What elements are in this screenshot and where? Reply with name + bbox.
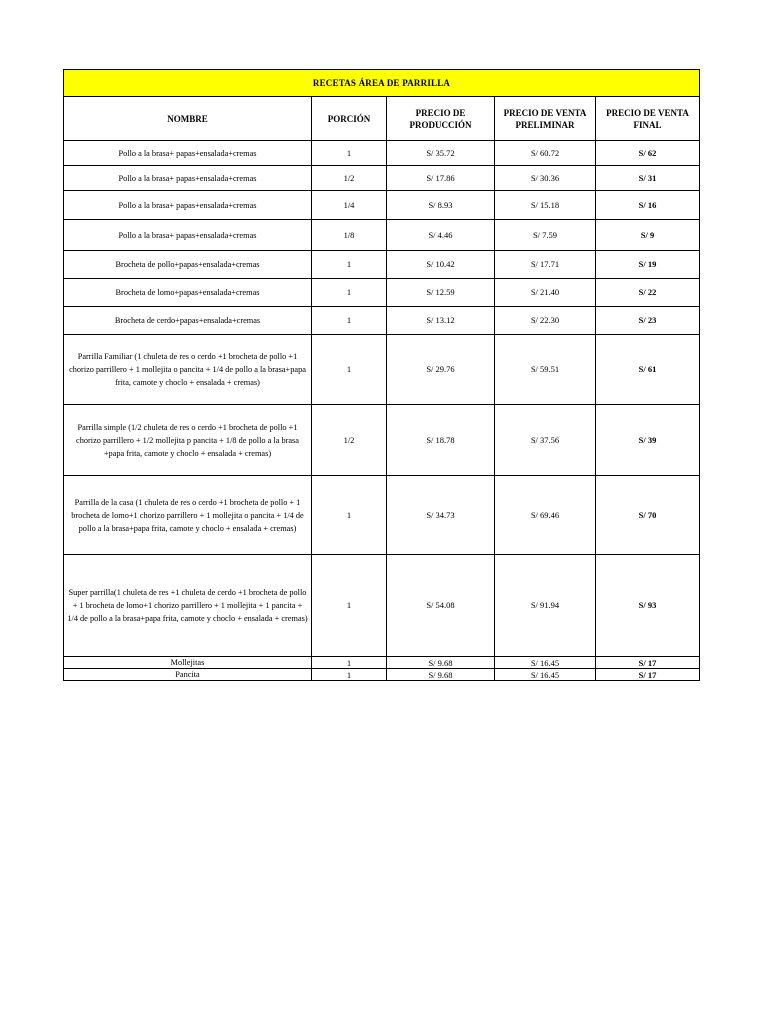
cell-final: S/ 23 — [596, 307, 700, 335]
cell-nombre: Parrilla de la casa (1 chuleta de res o cerdo +1 brocheta de pollo + 1 brocheta de lomo+1 chorizo parrillero + 1 mollejita o pancita + 1/4 de pollo a la brasa+papa frita, camote y choclo + ensalada + cremas) — [64, 476, 312, 555]
cell-nombre: Mollejitas — [64, 657, 312, 669]
table-title: RECETAS ÁREA DE PARRILLA — [64, 70, 700, 97]
cell-produccion: S/ 29.76 — [387, 335, 495, 405]
cell-porcion: 1/2 — [312, 405, 387, 476]
cell-preliminar: S/ 60.72 — [495, 141, 596, 166]
cell-preliminar: S/ 17.71 — [495, 251, 596, 279]
cell-nombre: Parrilla simple (1/2 chuleta de res o cerdo +1 brocheta de pollo +1 chorizo parrillero + 1/2 mollejita p pancita + 1/8 de pollo a la brasa +papa frita, camote y choclo + ensalada + cremas) — [64, 405, 312, 476]
table-row — [64, 335, 700, 405]
table-row — [64, 476, 700, 555]
cell-preliminar: S/ 16.45 — [495, 657, 596, 669]
cell-final: S/ 93 — [596, 555, 700, 657]
cell-produccion: S/ 12.59 — [387, 279, 495, 307]
cell-porcion: 1 — [312, 669, 387, 681]
cell-preliminar: S/ 21.40 — [495, 279, 596, 307]
cell-nombre: Brocheta de lomo+papas+ensalada+cremas — [64, 279, 312, 307]
cell-nombre: Pollo a la brasa+ papas+ensalada+cremas — [64, 166, 312, 191]
cell-nombre: Pollo a la brasa+ papas+ensalada+cremas — [64, 191, 312, 220]
cell-produccion: S/ 54.08 — [387, 555, 495, 657]
cell-porcion: 1 — [312, 657, 387, 669]
table-row — [64, 669, 700, 681]
header-produccion: PRECIO DE PRODUCCIÓN — [387, 97, 495, 141]
cell-produccion: S/ 8.93 — [387, 191, 495, 220]
cell-final: S/ 62 — [596, 141, 700, 166]
cell-produccion: S/ 34.73 — [387, 476, 495, 555]
recipes-table — [63, 69, 700, 681]
cell-produccion: S/ 18.78 — [387, 405, 495, 476]
cell-final: S/ 70 — [596, 476, 700, 555]
table-row — [64, 657, 700, 669]
cell-porcion: 1 — [312, 476, 387, 555]
cell-produccion: S/ 35.72 — [387, 141, 495, 166]
cell-porcion: 1 — [312, 555, 387, 657]
table-row — [64, 251, 700, 279]
cell-final: S/ 31 — [596, 166, 700, 191]
cell-final: S/ 61 — [596, 335, 700, 405]
header-porcion: PORCIÓN — [312, 97, 387, 141]
cell-final: S/ 16 — [596, 191, 700, 220]
header-nombre: NOMBRE — [64, 97, 312, 141]
cell-porcion: 1/8 — [312, 220, 387, 251]
table-row — [64, 405, 700, 476]
cell-porcion: 1 — [312, 141, 387, 166]
cell-final: S/ 17 — [596, 669, 700, 681]
cell-produccion: S/ 9.68 — [387, 657, 495, 669]
cell-porcion: 1 — [312, 251, 387, 279]
cell-nombre: Parrilla Familiar (1 chuleta de res o cerdo +1 brocheta de pollo +1 chorizo parrillero + 1 mollejita o pancita + 1/4 de pollo a la brasa+papa frita, camote y choclo + ensalada + cremas) — [64, 335, 312, 405]
cell-preliminar: S/ 16.45 — [495, 669, 596, 681]
cell-nombre: Pancita — [64, 669, 312, 681]
cell-porcion: 1 — [312, 307, 387, 335]
table-row — [64, 191, 700, 220]
header-preliminar: PRECIO DE VENTA PRELIMINAR — [495, 97, 596, 141]
table-title-row — [64, 70, 700, 97]
cell-nombre: Brocheta de cerdo+papas+ensalada+cremas — [64, 307, 312, 335]
cell-final: S/ 22 — [596, 279, 700, 307]
cell-porcion: 1 — [312, 279, 387, 307]
cell-preliminar: S/ 22.30 — [495, 307, 596, 335]
cell-final: S/ 17 — [596, 657, 700, 669]
cell-preliminar: S/ 15.18 — [495, 191, 596, 220]
cell-final: S/ 39 — [596, 405, 700, 476]
header-row — [64, 97, 700, 141]
cell-produccion: S/ 10.42 — [387, 251, 495, 279]
cell-preliminar: S/ 30.36 — [495, 166, 596, 191]
cell-produccion: S/ 13.12 — [387, 307, 495, 335]
cell-nombre: Pollo a la brasa+ papas+ensalada+cremas — [64, 141, 312, 166]
table-row — [64, 220, 700, 251]
cell-porcion: 1/2 — [312, 166, 387, 191]
cell-produccion: S/ 17.86 — [387, 166, 495, 191]
cell-preliminar: S/ 37.56 — [495, 405, 596, 476]
table-row — [64, 279, 700, 307]
cell-porcion: 1/4 — [312, 191, 387, 220]
cell-preliminar: S/ 59.51 — [495, 335, 596, 405]
cell-preliminar: S/ 69.46 — [495, 476, 596, 555]
cell-porcion: 1 — [312, 335, 387, 405]
cell-preliminar: S/ 7.59 — [495, 220, 596, 251]
cell-preliminar: S/ 91.94 — [495, 555, 596, 657]
table-row — [64, 141, 700, 166]
cell-nombre: Super parrilla(1 chuleta de res +1 chuleta de cerdo +1 brocheta de pollo + 1 brocheta de lomo+1 chorizo parrillero + 1 mollejita + 1 pancita + 1/4 de pollo a la brasa+papa frita, camote y choclo + ensalada + cremas) — [64, 555, 312, 657]
header-final: PRECIO DE VENTA FINAL — [596, 97, 700, 141]
cell-nombre: Brocheta de pollo+papas+ensalada+cremas — [64, 251, 312, 279]
cell-produccion: S/ 9.68 — [387, 669, 495, 681]
cell-final: S/ 19 — [596, 251, 700, 279]
table-row — [64, 555, 700, 657]
cell-nombre: Pollo a la brasa+ papas+ensalada+cremas — [64, 220, 312, 251]
table-row — [64, 166, 700, 191]
table-row — [64, 307, 700, 335]
cell-produccion: S/ 4.46 — [387, 220, 495, 251]
cell-final: S/ 9 — [596, 220, 700, 251]
